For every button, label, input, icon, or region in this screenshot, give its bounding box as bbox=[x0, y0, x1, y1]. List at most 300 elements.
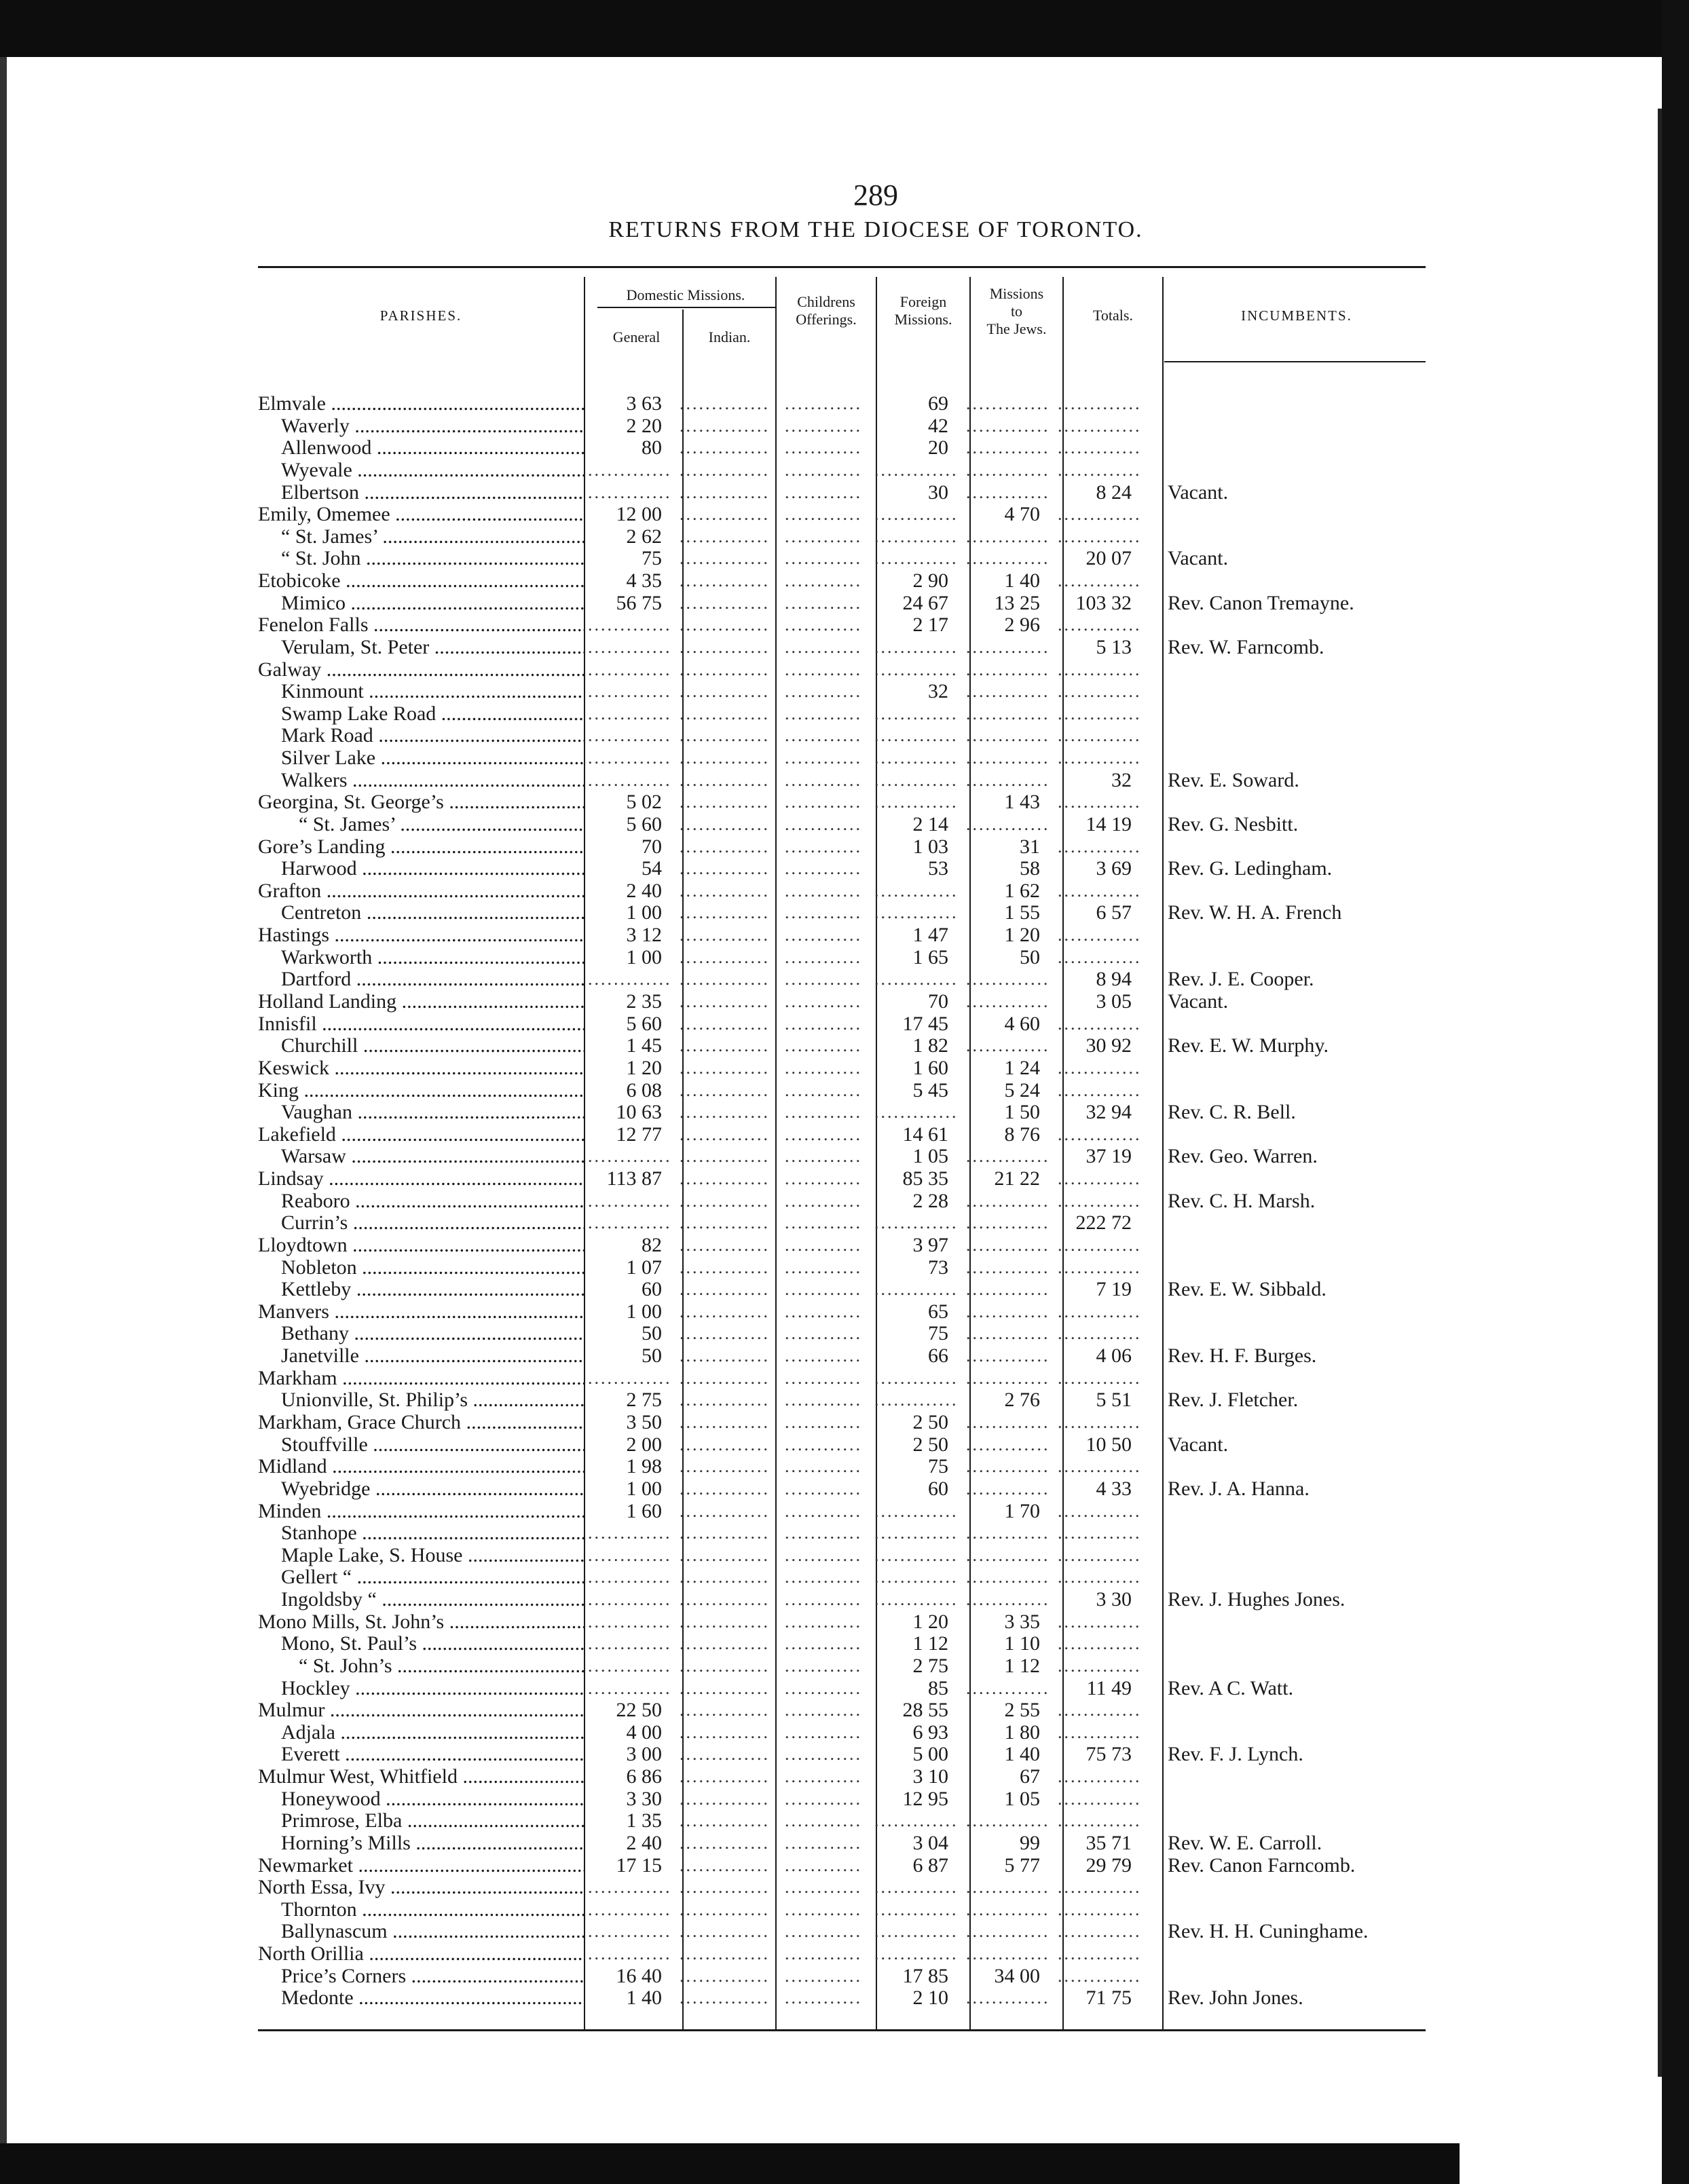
incumbent-cell bbox=[1168, 1500, 1439, 1522]
foreign-cell: 2 28 bbox=[912, 1190, 948, 1212]
foreign-cell: 17 85 bbox=[902, 1965, 948, 1987]
total-cell: 103 32 bbox=[1075, 592, 1132, 614]
general-cell: 50 bbox=[642, 1344, 662, 1367]
parish-cell: Silver Lake ..... bbox=[258, 747, 584, 769]
foreign-cell: 2 14 bbox=[912, 813, 948, 835]
parish-cell: “ St. James’ ..... bbox=[258, 525, 584, 548]
incumbent-cell bbox=[1168, 1455, 1439, 1477]
indian-cell bbox=[675, 1123, 767, 1146]
parish-cell: Mulmur ..... bbox=[258, 1699, 584, 1721]
total-cell: 7 19 bbox=[1096, 1278, 1132, 1300]
jews-cell: 1 20 bbox=[1004, 924, 1040, 946]
indian-cell bbox=[675, 1367, 767, 1389]
total-cell bbox=[1054, 392, 1138, 415]
total-cell bbox=[1054, 1655, 1138, 1677]
jews-cell: 1 50 bbox=[1004, 1101, 1040, 1123]
general-cell: 2 62 bbox=[626, 525, 662, 548]
total-cell bbox=[1054, 1721, 1138, 1744]
general-cell bbox=[584, 968, 669, 990]
parish-cell: North Orillia ..... bbox=[258, 1942, 584, 1965]
foreign-cell bbox=[870, 1211, 955, 1234]
table-row bbox=[258, 614, 1426, 636]
incumbent-cell bbox=[1168, 835, 1439, 858]
incumbent-cell: Rev. J. Hughes Jones. bbox=[1168, 1588, 1345, 1611]
table-row bbox=[258, 747, 1426, 769]
incumbent-cell bbox=[1168, 614, 1439, 636]
total-cell: 75 73 bbox=[1085, 1743, 1132, 1765]
table-row bbox=[258, 1500, 1426, 1522]
incumbent-cell bbox=[1168, 946, 1439, 968]
incumbent-cell bbox=[1168, 1367, 1439, 1389]
children-cell bbox=[781, 1522, 862, 1544]
indian-cell bbox=[675, 436, 767, 459]
total-cell: 30 92 bbox=[1085, 1034, 1132, 1057]
general-cell bbox=[584, 1920, 669, 1942]
general-cell bbox=[584, 769, 669, 791]
general-cell bbox=[584, 747, 669, 769]
total-cell bbox=[1054, 436, 1138, 459]
parish-cell: Price’s Corners ..... bbox=[258, 1965, 584, 1987]
parish-cell: “ St. James’ ..... bbox=[258, 813, 584, 835]
parish-cell: Elbertson ..... bbox=[258, 481, 584, 504]
foreign-cell: 5 00 bbox=[912, 1743, 948, 1765]
jews-cell: 1 40 bbox=[1004, 569, 1040, 592]
total-cell bbox=[1054, 1699, 1138, 1721]
table-row bbox=[258, 1677, 1426, 1699]
jews-cell: 21 22 bbox=[994, 1167, 1040, 1190]
general-cell: 1 35 bbox=[626, 1809, 662, 1832]
general-cell bbox=[584, 1522, 669, 1544]
foreign-cell bbox=[870, 1942, 955, 1965]
children-cell bbox=[781, 924, 862, 946]
foreign-cell bbox=[870, 1588, 955, 1611]
incumbent-cell: Rev. E. W. Sibbald. bbox=[1168, 1278, 1326, 1300]
jews-cell: 1 40 bbox=[1004, 1743, 1040, 1765]
table-row bbox=[258, 835, 1426, 858]
foreign-cell bbox=[870, 1809, 955, 1832]
table-row bbox=[258, 1300, 1426, 1323]
table-row bbox=[258, 946, 1426, 968]
children-cell bbox=[781, 1920, 862, 1942]
incumbent-cell bbox=[1168, 569, 1439, 592]
table-row bbox=[258, 1167, 1426, 1190]
foreign-cell bbox=[870, 747, 955, 769]
general-cell: 113 87 bbox=[606, 1167, 662, 1190]
indian-cell bbox=[675, 1344, 767, 1367]
total-cell: 3 05 bbox=[1096, 990, 1132, 1013]
jews-cell: 2 55 bbox=[1004, 1699, 1040, 1721]
incumbent-cell bbox=[1168, 1256, 1439, 1279]
indian-cell bbox=[675, 1809, 767, 1832]
total-cell bbox=[1054, 1522, 1138, 1544]
incumbent-cell: Vacant. bbox=[1168, 547, 1229, 569]
general-cell bbox=[584, 1145, 669, 1167]
indian-cell bbox=[675, 1145, 767, 1167]
jews-cell: 5 24 bbox=[1004, 1079, 1040, 1102]
total-cell bbox=[1054, 1500, 1138, 1522]
foreign-cell: 2 50 bbox=[912, 1433, 948, 1456]
children-cell bbox=[781, 1566, 862, 1588]
general-cell bbox=[584, 1942, 669, 1965]
incumbent-cell: Vacant. bbox=[1168, 1433, 1229, 1456]
header-children-2: Offerings. bbox=[796, 311, 857, 328]
incumbent-cell bbox=[1168, 1411, 1439, 1433]
incumbent-cell: Rev. H. H. Cuninghame. bbox=[1168, 1920, 1369, 1942]
children-cell bbox=[781, 747, 862, 769]
table-row bbox=[258, 769, 1426, 791]
parish-cell: Markham ..... bbox=[258, 1367, 584, 1389]
table-row bbox=[258, 1588, 1426, 1611]
incumbent-cell bbox=[1168, 1211, 1439, 1234]
foreign-cell: 32 bbox=[928, 680, 948, 702]
parish-cell: Thornton ..... bbox=[258, 1898, 584, 1921]
children-cell bbox=[781, 1190, 862, 1212]
total-cell: 6 57 bbox=[1096, 901, 1132, 924]
incumbent-cell bbox=[1168, 1788, 1439, 1810]
incumbent-cell: Vacant. bbox=[1168, 990, 1229, 1013]
general-cell: 1 00 bbox=[626, 946, 662, 968]
foreign-cell bbox=[870, 880, 955, 902]
domestic-subrule bbox=[597, 307, 775, 308]
total-cell: 3 69 bbox=[1096, 857, 1132, 880]
foreign-cell: 85 bbox=[928, 1677, 948, 1699]
total-cell bbox=[1054, 1765, 1138, 1788]
table-row bbox=[258, 1611, 1426, 1633]
parish-cell: Warsaw ..... bbox=[258, 1145, 584, 1167]
foreign-cell: 70 bbox=[928, 990, 948, 1013]
children-cell bbox=[781, 1965, 862, 1987]
total-cell bbox=[1054, 1234, 1138, 1256]
header-incumbents: INCUMBENTS. bbox=[1241, 307, 1352, 324]
jews-cell: 1 55 bbox=[1004, 901, 1040, 924]
general-cell: 6 08 bbox=[626, 1079, 662, 1102]
indian-cell bbox=[675, 990, 767, 1013]
incumbent-cell bbox=[1168, 1057, 1439, 1079]
table-row bbox=[258, 1211, 1426, 1234]
general-cell: 2 40 bbox=[626, 1832, 662, 1854]
total-cell: 35 71 bbox=[1085, 1832, 1132, 1854]
foreign-cell: 30 bbox=[928, 481, 948, 504]
table-row bbox=[258, 680, 1426, 702]
parish-cell: Stanhope ..... bbox=[258, 1522, 584, 1544]
indian-cell bbox=[675, 1455, 767, 1477]
jews-cell bbox=[962, 1920, 1047, 1942]
incumbent-cell bbox=[1168, 924, 1439, 946]
indian-cell bbox=[675, 481, 767, 504]
children-cell bbox=[781, 1854, 862, 1877]
total-cell bbox=[1054, 1942, 1138, 1965]
incumbent-cell bbox=[1168, 1809, 1439, 1832]
total-cell bbox=[1054, 1611, 1138, 1633]
indian-cell bbox=[675, 1832, 767, 1854]
total-cell bbox=[1054, 702, 1138, 725]
indian-cell bbox=[675, 968, 767, 990]
children-cell bbox=[781, 1145, 862, 1167]
table-top-rule bbox=[258, 266, 1426, 268]
parish-cell: Allenwood ..... bbox=[258, 436, 584, 459]
header-jews-2: to bbox=[1010, 303, 1023, 320]
table-row bbox=[258, 636, 1426, 658]
header-parishes: PARISHES. bbox=[379, 307, 462, 324]
foreign-cell bbox=[870, 1920, 955, 1942]
general-cell bbox=[584, 1611, 669, 1633]
jews-cell bbox=[962, 392, 1047, 415]
indian-cell bbox=[675, 1411, 767, 1433]
indian-cell bbox=[675, 880, 767, 902]
indian-cell bbox=[675, 459, 767, 481]
children-cell bbox=[781, 1079, 862, 1102]
jews-cell: 1 80 bbox=[1004, 1721, 1040, 1744]
total-cell: 20 07 bbox=[1085, 547, 1132, 569]
incumbent-cell: Rev. E. W. Murphy. bbox=[1168, 1034, 1329, 1057]
indian-cell bbox=[675, 1588, 767, 1611]
table-row bbox=[258, 392, 1426, 415]
parish-cell: Hockley ..... bbox=[258, 1677, 584, 1699]
table-row bbox=[258, 1344, 1426, 1367]
incumbent-cell bbox=[1168, 1699, 1439, 1721]
total-cell bbox=[1054, 1013, 1138, 1035]
incumbent-cell: Rev. H. F. Burges. bbox=[1168, 1344, 1317, 1367]
incumbent-cell bbox=[1168, 658, 1439, 681]
children-cell bbox=[781, 1500, 862, 1522]
foreign-cell: 6 93 bbox=[912, 1721, 948, 1744]
parish-cell: Mimico ..... bbox=[258, 592, 584, 614]
parish-cell: Wyevale ..... bbox=[258, 459, 584, 481]
indian-cell bbox=[675, 857, 767, 880]
foreign-cell bbox=[870, 636, 955, 658]
children-cell bbox=[781, 880, 862, 902]
indian-cell bbox=[675, 1743, 767, 1765]
table-row bbox=[258, 724, 1426, 747]
indian-cell bbox=[675, 1322, 767, 1344]
parish-cell: Mulmur West, Whitfield ..... bbox=[258, 1765, 584, 1788]
table-row bbox=[258, 1477, 1426, 1500]
table-row bbox=[258, 1013, 1426, 1035]
children-cell bbox=[781, 459, 862, 481]
general-cell: 12 77 bbox=[616, 1123, 662, 1146]
parish-cell: Horning’s Mills ..... bbox=[258, 1832, 584, 1854]
total-cell: 32 bbox=[1111, 769, 1132, 791]
jews-cell bbox=[962, 1190, 1047, 1212]
jews-cell: 5 77 bbox=[1004, 1854, 1040, 1877]
incumbent-cell: Rev. C. H. Marsh. bbox=[1168, 1190, 1316, 1212]
jews-cell: 4 60 bbox=[1004, 1013, 1040, 1035]
jews-cell bbox=[962, 747, 1047, 769]
children-cell bbox=[781, 1677, 862, 1699]
foreign-cell: 12 95 bbox=[902, 1788, 948, 1810]
jews-cell bbox=[962, 481, 1047, 504]
children-cell bbox=[781, 1101, 862, 1123]
indian-cell bbox=[675, 569, 767, 592]
parish-cell: Janetville ..... bbox=[258, 1344, 584, 1367]
foreign-cell: 1 05 bbox=[912, 1145, 948, 1167]
table-row bbox=[258, 1123, 1426, 1146]
foreign-cell: 1 47 bbox=[912, 924, 948, 946]
incumbent-cell: Rev. E. Soward. bbox=[1168, 769, 1299, 791]
parish-cell: Unionville, St. Philip’s ..... bbox=[258, 1389, 584, 1411]
table-row bbox=[258, 415, 1426, 437]
incumbents-rule bbox=[1164, 361, 1426, 362]
jews-cell bbox=[962, 1211, 1047, 1234]
children-cell bbox=[781, 1832, 862, 1854]
general-cell: 2 35 bbox=[626, 990, 662, 1013]
foreign-cell: 1 65 bbox=[912, 946, 948, 968]
jews-cell bbox=[962, 1876, 1047, 1898]
children-cell bbox=[781, 968, 862, 990]
table-row bbox=[258, 1367, 1426, 1389]
children-cell bbox=[781, 1632, 862, 1655]
general-cell: 22 50 bbox=[616, 1699, 662, 1721]
header-domestic: Domestic Missions. bbox=[626, 286, 745, 303]
foreign-cell bbox=[870, 901, 955, 924]
table-row bbox=[258, 1832, 1426, 1854]
incumbent-cell bbox=[1168, 1522, 1439, 1544]
table-row bbox=[258, 1256, 1426, 1279]
foreign-cell: 60 bbox=[928, 1477, 948, 1500]
parish-cell: Ingoldsby “ ..... bbox=[258, 1588, 584, 1611]
children-cell bbox=[781, 525, 862, 548]
incumbent-cell bbox=[1168, 415, 1439, 437]
jews-cell bbox=[962, 1522, 1047, 1544]
indian-cell bbox=[675, 924, 767, 946]
general-cell bbox=[584, 1632, 669, 1655]
jews-cell: 3 35 bbox=[1004, 1611, 1040, 1633]
jews-cell bbox=[962, 1344, 1047, 1367]
incumbent-cell bbox=[1168, 503, 1439, 525]
jews-cell bbox=[962, 547, 1047, 569]
total-cell bbox=[1054, 724, 1138, 747]
foreign-cell: 28 55 bbox=[902, 1699, 948, 1721]
parish-cell: Innisfil ..... bbox=[258, 1013, 584, 1035]
jews-cell bbox=[962, 724, 1047, 747]
header-jews-1: Missions bbox=[989, 285, 1044, 302]
children-cell bbox=[781, 1942, 862, 1965]
children-cell bbox=[781, 1211, 862, 1234]
general-cell bbox=[584, 1367, 669, 1389]
table-row bbox=[258, 592, 1426, 614]
incumbent-cell bbox=[1168, 1655, 1439, 1677]
general-cell: 5 60 bbox=[626, 813, 662, 835]
indian-cell bbox=[675, 1566, 767, 1588]
children-cell bbox=[781, 1300, 862, 1323]
table-row bbox=[258, 813, 1426, 835]
foreign-cell: 3 04 bbox=[912, 1832, 948, 1854]
total-cell bbox=[1054, 569, 1138, 592]
parish-cell: Elmvale ..... bbox=[258, 392, 584, 415]
children-cell bbox=[781, 1057, 862, 1079]
jews-cell bbox=[962, 1234, 1047, 1256]
indian-cell bbox=[675, 946, 767, 968]
parish-cell: Waverly ..... bbox=[258, 415, 584, 437]
total-cell bbox=[1054, 1079, 1138, 1102]
table-row bbox=[258, 1101, 1426, 1123]
incumbent-cell: Rev. John Jones. bbox=[1168, 1987, 1303, 2009]
total-cell bbox=[1054, 680, 1138, 702]
total-cell bbox=[1054, 1898, 1138, 1921]
indian-cell bbox=[675, 1500, 767, 1522]
children-cell bbox=[781, 614, 862, 636]
jews-cell: 1 05 bbox=[1004, 1788, 1040, 1810]
jews-cell bbox=[962, 1477, 1047, 1500]
parish-cell: Gore’s Landing ..... bbox=[258, 835, 584, 858]
total-cell bbox=[1054, 1123, 1138, 1146]
foreign-cell: 1 03 bbox=[912, 835, 948, 858]
parish-cell: Grafton ..... bbox=[258, 880, 584, 902]
header-children-1: Childrens bbox=[797, 293, 855, 310]
jews-cell bbox=[962, 769, 1047, 791]
jews-cell bbox=[962, 1367, 1047, 1389]
jews-cell bbox=[962, 1034, 1047, 1057]
children-cell bbox=[781, 1699, 862, 1721]
general-cell bbox=[584, 1566, 669, 1588]
indian-cell bbox=[675, 1788, 767, 1810]
indian-cell bbox=[675, 1211, 767, 1234]
indian-cell bbox=[675, 1101, 767, 1123]
general-cell: 1 98 bbox=[626, 1455, 662, 1477]
incumbent-cell: Rev. J. E. Cooper. bbox=[1168, 968, 1314, 990]
general-cell: 1 00 bbox=[626, 1300, 662, 1323]
incumbent-cell bbox=[1168, 1965, 1439, 1987]
jews-cell: 4 70 bbox=[1004, 503, 1040, 525]
parish-cell: Mark Road ..... bbox=[258, 724, 584, 747]
indian-cell bbox=[675, 1234, 767, 1256]
children-cell bbox=[781, 1167, 862, 1190]
table-row bbox=[258, 1699, 1426, 1721]
foreign-cell: 6 87 bbox=[912, 1854, 948, 1877]
children-cell bbox=[781, 1898, 862, 1921]
children-cell bbox=[781, 1344, 862, 1367]
children-cell bbox=[781, 990, 862, 1013]
jews-cell: 13 25 bbox=[994, 592, 1040, 614]
general-cell bbox=[584, 680, 669, 702]
total-cell bbox=[1054, 835, 1138, 858]
foreign-cell: 3 97 bbox=[912, 1234, 948, 1256]
general-cell: 1 07 bbox=[626, 1256, 662, 1279]
general-cell bbox=[584, 459, 669, 481]
children-cell bbox=[781, 1389, 862, 1411]
incumbent-cell: Rev. J. Fletcher. bbox=[1168, 1389, 1299, 1411]
incumbent-cell bbox=[1168, 1079, 1439, 1102]
indian-cell bbox=[675, 1721, 767, 1744]
table-row bbox=[258, 791, 1426, 813]
general-cell: 2 20 bbox=[626, 415, 662, 437]
children-cell bbox=[781, 503, 862, 525]
children-cell bbox=[781, 1765, 862, 1788]
total-cell: 71 75 bbox=[1085, 1987, 1132, 2009]
table-row bbox=[258, 1942, 1426, 1965]
jews-cell bbox=[962, 415, 1047, 437]
foreign-cell bbox=[870, 503, 955, 525]
jews-cell bbox=[962, 636, 1047, 658]
table-row bbox=[258, 1898, 1426, 1921]
parish-cell: Emily, Omemee ..... bbox=[258, 503, 584, 525]
indian-cell bbox=[675, 791, 767, 813]
general-cell: 2 75 bbox=[626, 1389, 662, 1411]
foreign-cell bbox=[870, 1101, 955, 1123]
parish-cell: Reaboro ..... bbox=[258, 1190, 584, 1212]
incumbent-cell bbox=[1168, 1322, 1439, 1344]
general-cell: 2 40 bbox=[626, 880, 662, 902]
table-row bbox=[258, 1034, 1426, 1057]
jews-cell: 1 10 bbox=[1004, 1632, 1040, 1655]
indian-cell bbox=[675, 525, 767, 548]
indian-cell bbox=[675, 1632, 767, 1655]
jews-cell: 50 bbox=[1020, 946, 1040, 968]
foreign-cell bbox=[870, 459, 955, 481]
children-cell bbox=[781, 415, 862, 437]
indian-cell bbox=[675, 415, 767, 437]
children-cell bbox=[781, 481, 862, 504]
